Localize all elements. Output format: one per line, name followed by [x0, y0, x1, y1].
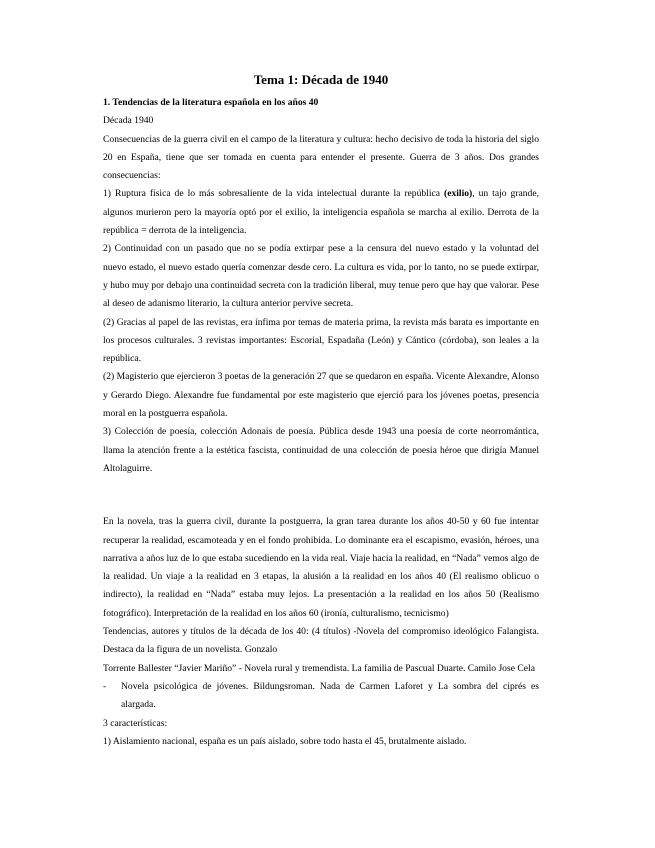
dash-list-item [103, 678, 539, 715]
item-1-text-b: , un tajo grande, algunos murieron pero la mayoría optó por el exilio, la inteligencia española se marcha al exilio. Derrota de la república = derrota de la inteligencia. [103, 188, 540, 237]
document-title: Tema 1: Década de 1940 [253, 72, 389, 87]
tendencias-paragraph: Tendencias, autores y títulos de la década de los 40: (4 títulos) -Novela del compromiso ideológico Falangista. Destaca da la figura de un novelista. Gonzalo [103, 626, 539, 656]
dash-item-text: Novela psicológica de jóvenes. Bildungsroman. Nada de Carmen Laforet y La sombra del ciprés es alargada. [121, 680, 539, 711]
document-page [103, 72, 539, 751]
item-1-bold: (exilio) [444, 188, 473, 200]
item-4: (2) Magisterio que ejercieron 3 poetas de la generación 27 que se quedaron en españa. Vicente Alexandre, Alonso y Gerardo Diego. Alexandre fue fundamental por este magisterio que ejerció para los jóvenes poetas, presencia moral en la postguerra española. [103, 371, 539, 420]
subheading: Década 1940 [103, 115, 154, 127]
intro-paragraph: Consecuencias de la guerra civil en el campo de la literatura y cultura: hecho decisivo de toda la historia del siglo 20 en España, tiene que ser tomada en cuenta para entender el presente. Guerra de 3 años. Dos grandes consecuencias: [103, 133, 539, 182]
torrente-paragraph: Torrente Ballester “Javier Mariño” - Novela rural y tremendista. La familia de Pascual Duarte. Camilo Jose Cela [103, 662, 535, 674]
last-item: 1) Aislamiento nacional, españa es un país aislado, sobre todo hasta el 45, brutalmente aislado. [103, 735, 467, 747]
item-1 [103, 185, 539, 240]
paragraph-gap [103, 478, 539, 513]
item-2: 2) Continuidad con un pasado que no se podía extirpar pese a la censura del nuevo estado y la voluntad del nuevo estado, el nuevo estado quería comenzar desde cero. La cultura es vida, por lo tanto, no se puede extirpar, y hubo muy por debajo una continuidad secreta con la tradición liberal, muy tenue pero que hay que valorar. Pese al deseo de adanismo literario, la cultura anterior pervive secreta. [103, 243, 539, 310]
item-1-text-a: 1) Ruptura física de lo más sobresaliente de la vida intelectual durante la república [103, 188, 444, 200]
section-heading: 1. Tendencias de la literatura española en los años 40 [103, 97, 319, 108]
novel-paragraph: En la novela, tras la guerra civil, durante la postguerra, la gran tarea durante los años 40-50 y 60 fue intentar recuperar la realidad, escamoteada y en el fondo prohibida. Lo dominante era el escapismo, evasión, héroes, una narrativa a años luz de lo que estaba sucediendo en la vida real. Viaje hacia la realidad, en “Nada” vemos algo de la realidad. Un viaje a la realidad en 3 etapas, la alusión a la realidad en los años 40 (El realismo oblicuo o indirecto), la realidad en “Nada” estaba muy lejos. La presentación a la realidad en los años 50 (Realismo fotográfico). Interpretación de la realidad en los años 60 (ironía, culturalismo, tecnicismo) [103, 516, 539, 619]
item-3: (2) Gracias al papel de las revistas, era ínfima por temas de materia prima, la revista más barata es importante en los procesos culturales. 3 revistas importantes: Escorial, Espadaña (León) y Cántico (córdoba), son leales a la república. [103, 316, 539, 365]
caracteristicas-label: 3 características: [103, 717, 168, 729]
dash-bullet: - [103, 680, 107, 692]
item-5: 3) Colección de poesía, colección Adonais de poesía. Pública desde 1943 una poesía de corte neorromántica, llama la atención frente a la estética fascista, continuidad de una colección de poesía héroe que dirigía Manuel Altolaguirre. [103, 426, 539, 474]
